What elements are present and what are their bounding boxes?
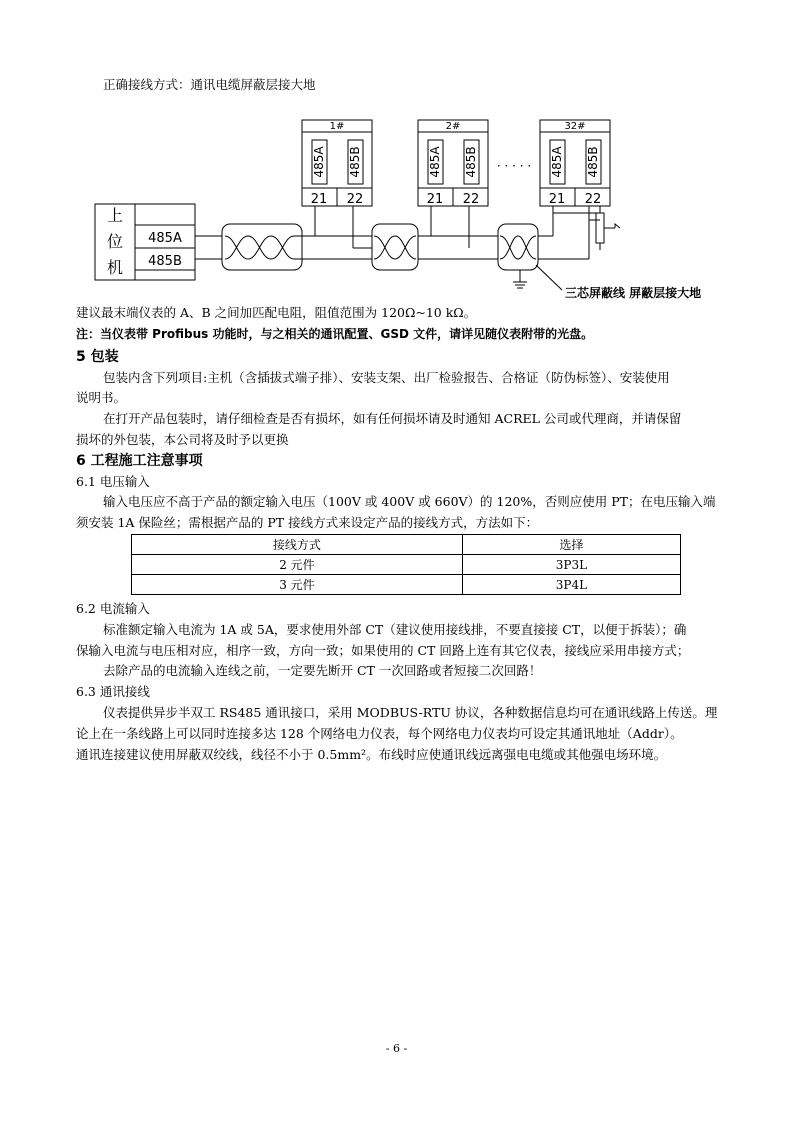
meter-ellipsis: · · · · ·	[496, 159, 532, 173]
section-6-2-line1: 标准额定输入电流为 1A 或 5A，要求使用外部 CT（建议使用接线排，不要直接接 CT，以便于拆装）；确	[103, 622, 687, 637]
wiring-selection-table	[131, 534, 681, 595]
shield-1	[222, 224, 302, 270]
cable-label: 三芯屏蔽线 屏蔽层接大地	[565, 286, 702, 300]
meter-1-term-22: 22	[346, 192, 364, 207]
shield-2	[372, 224, 418, 270]
host-char-1: 上	[106, 206, 124, 225]
table-cell: 2 元件	[132, 555, 463, 575]
section-6-3-line3: 通讯连接建议使用屏蔽双绞线，线径不小于 0.5mm²。布线时应使通讯线远离强电电缆或其他强电场环境。	[76, 747, 667, 762]
intro-line: 正确接线方式：通讯电缆屏蔽层接大地	[103, 77, 316, 92]
meter-32-port-b: 485B	[586, 146, 600, 178]
section-6-title: 6 工程施工注意事项	[76, 453, 203, 469]
page-number: - 6 -	[385, 1042, 408, 1055]
section-5-p1-line1: 包装内含下列项目:主机（含插拔式端子排）、安装支架、出厂检验报告、合格证（防伪标签）、安装使用	[103, 370, 670, 385]
table-row	[132, 555, 681, 575]
table-cell: 3P4L	[462, 575, 680, 595]
shield-3	[498, 224, 538, 270]
meter-1-term-21: 21	[310, 192, 328, 207]
section-6-2-title: 6.2 电流输入	[76, 601, 150, 616]
section-6-1-line2: 须安装 1A 保险丝；需根据产品的 PT 接线方式来设定产品的接线方式，方法如下：	[76, 515, 539, 530]
meter-32-id: 32#	[564, 121, 586, 132]
table-cell: 3 元件	[132, 575, 463, 595]
host-char-3: 机	[106, 258, 124, 277]
meter-2-port-b: 485B	[464, 146, 478, 178]
table-row	[132, 575, 681, 595]
meter-2-id: 2#	[445, 121, 461, 132]
section-6-1-line1: 输入电压应不高于产品的额定输入电压（100V 或 400V 或 660V）的 120%，否则应使用 PT；在电压输入端	[103, 494, 716, 509]
table-header-row	[132, 535, 681, 555]
meter-32-term-22: 22	[584, 192, 602, 207]
section-6-2-line2: 保输入电流与电压相对应，相序一致，方向一致；如果使用的 CT 回路上连有其它仪表，接线应采用串接方式；	[76, 643, 690, 658]
meter-32-term-21: 21	[548, 192, 566, 207]
section-6-3-line1: 仪表提供异步半双工 RS485 通讯接口，采用 MODBUS-RTU 协议，各种数据信息均可在通讯线路上传送。理	[103, 705, 718, 720]
section-5-p2-line1: 在打开产品包装时，请仔细检查是否有损坏，如有任何损坏请及时通知 ACREL 公司或代理商，并请保留	[103, 411, 682, 426]
table-header-cell: 接线方式	[132, 535, 463, 555]
meter-2-term-22: 22	[462, 192, 480, 207]
section-5-title: 5 包装	[76, 349, 119, 365]
wiring-diagram	[90, 110, 740, 305]
section-6-2-line3: 去除产品的电流输入连线之前，一定要先断开 CT 一次回路或者短接二次回路！	[103, 663, 542, 678]
meter-1-port-a: 485A	[312, 146, 326, 178]
host-char-2: 位	[106, 232, 124, 251]
section-5-p2-line2: 损坏的外包装，本公司将及时予以更换	[76, 432, 289, 447]
meter-2-port-a: 485A	[428, 146, 442, 178]
resistor-note: 建议最末端仪表的 A、B 之间加匹配电阻，阻值范围为 120Ω~10 kΩ。	[76, 305, 477, 320]
host-port-a: 485A	[148, 231, 182, 246]
section-6-1-title: 6.1 电压输入	[76, 474, 150, 489]
section-6-3-line2: 论上在一条线路上可以同时连接多达 128 个网络电力仪表，每个网络电力仪表均可设定其通讯地址（Addr）。	[76, 726, 683, 741]
meter-32-port-a: 485A	[550, 146, 564, 178]
table-cell: 3P3L	[462, 555, 680, 575]
section-5-p1-line2: 说明书。	[76, 390, 127, 405]
table-header-cell: 选择	[462, 535, 680, 555]
profibus-note: 注：当仪表带 Profibus 功能时，与之相关的通讯配置、GSD 文件，请详见随仪表附带的光盘。	[76, 327, 594, 341]
host-port-b: 485B	[148, 254, 182, 269]
section-6-3-title: 6.3 通讯接线	[76, 684, 150, 699]
meter-1-port-b: 485B	[348, 146, 362, 178]
meter-1-id: 1#	[329, 121, 345, 132]
meter-2-term-21: 21	[426, 192, 444, 207]
